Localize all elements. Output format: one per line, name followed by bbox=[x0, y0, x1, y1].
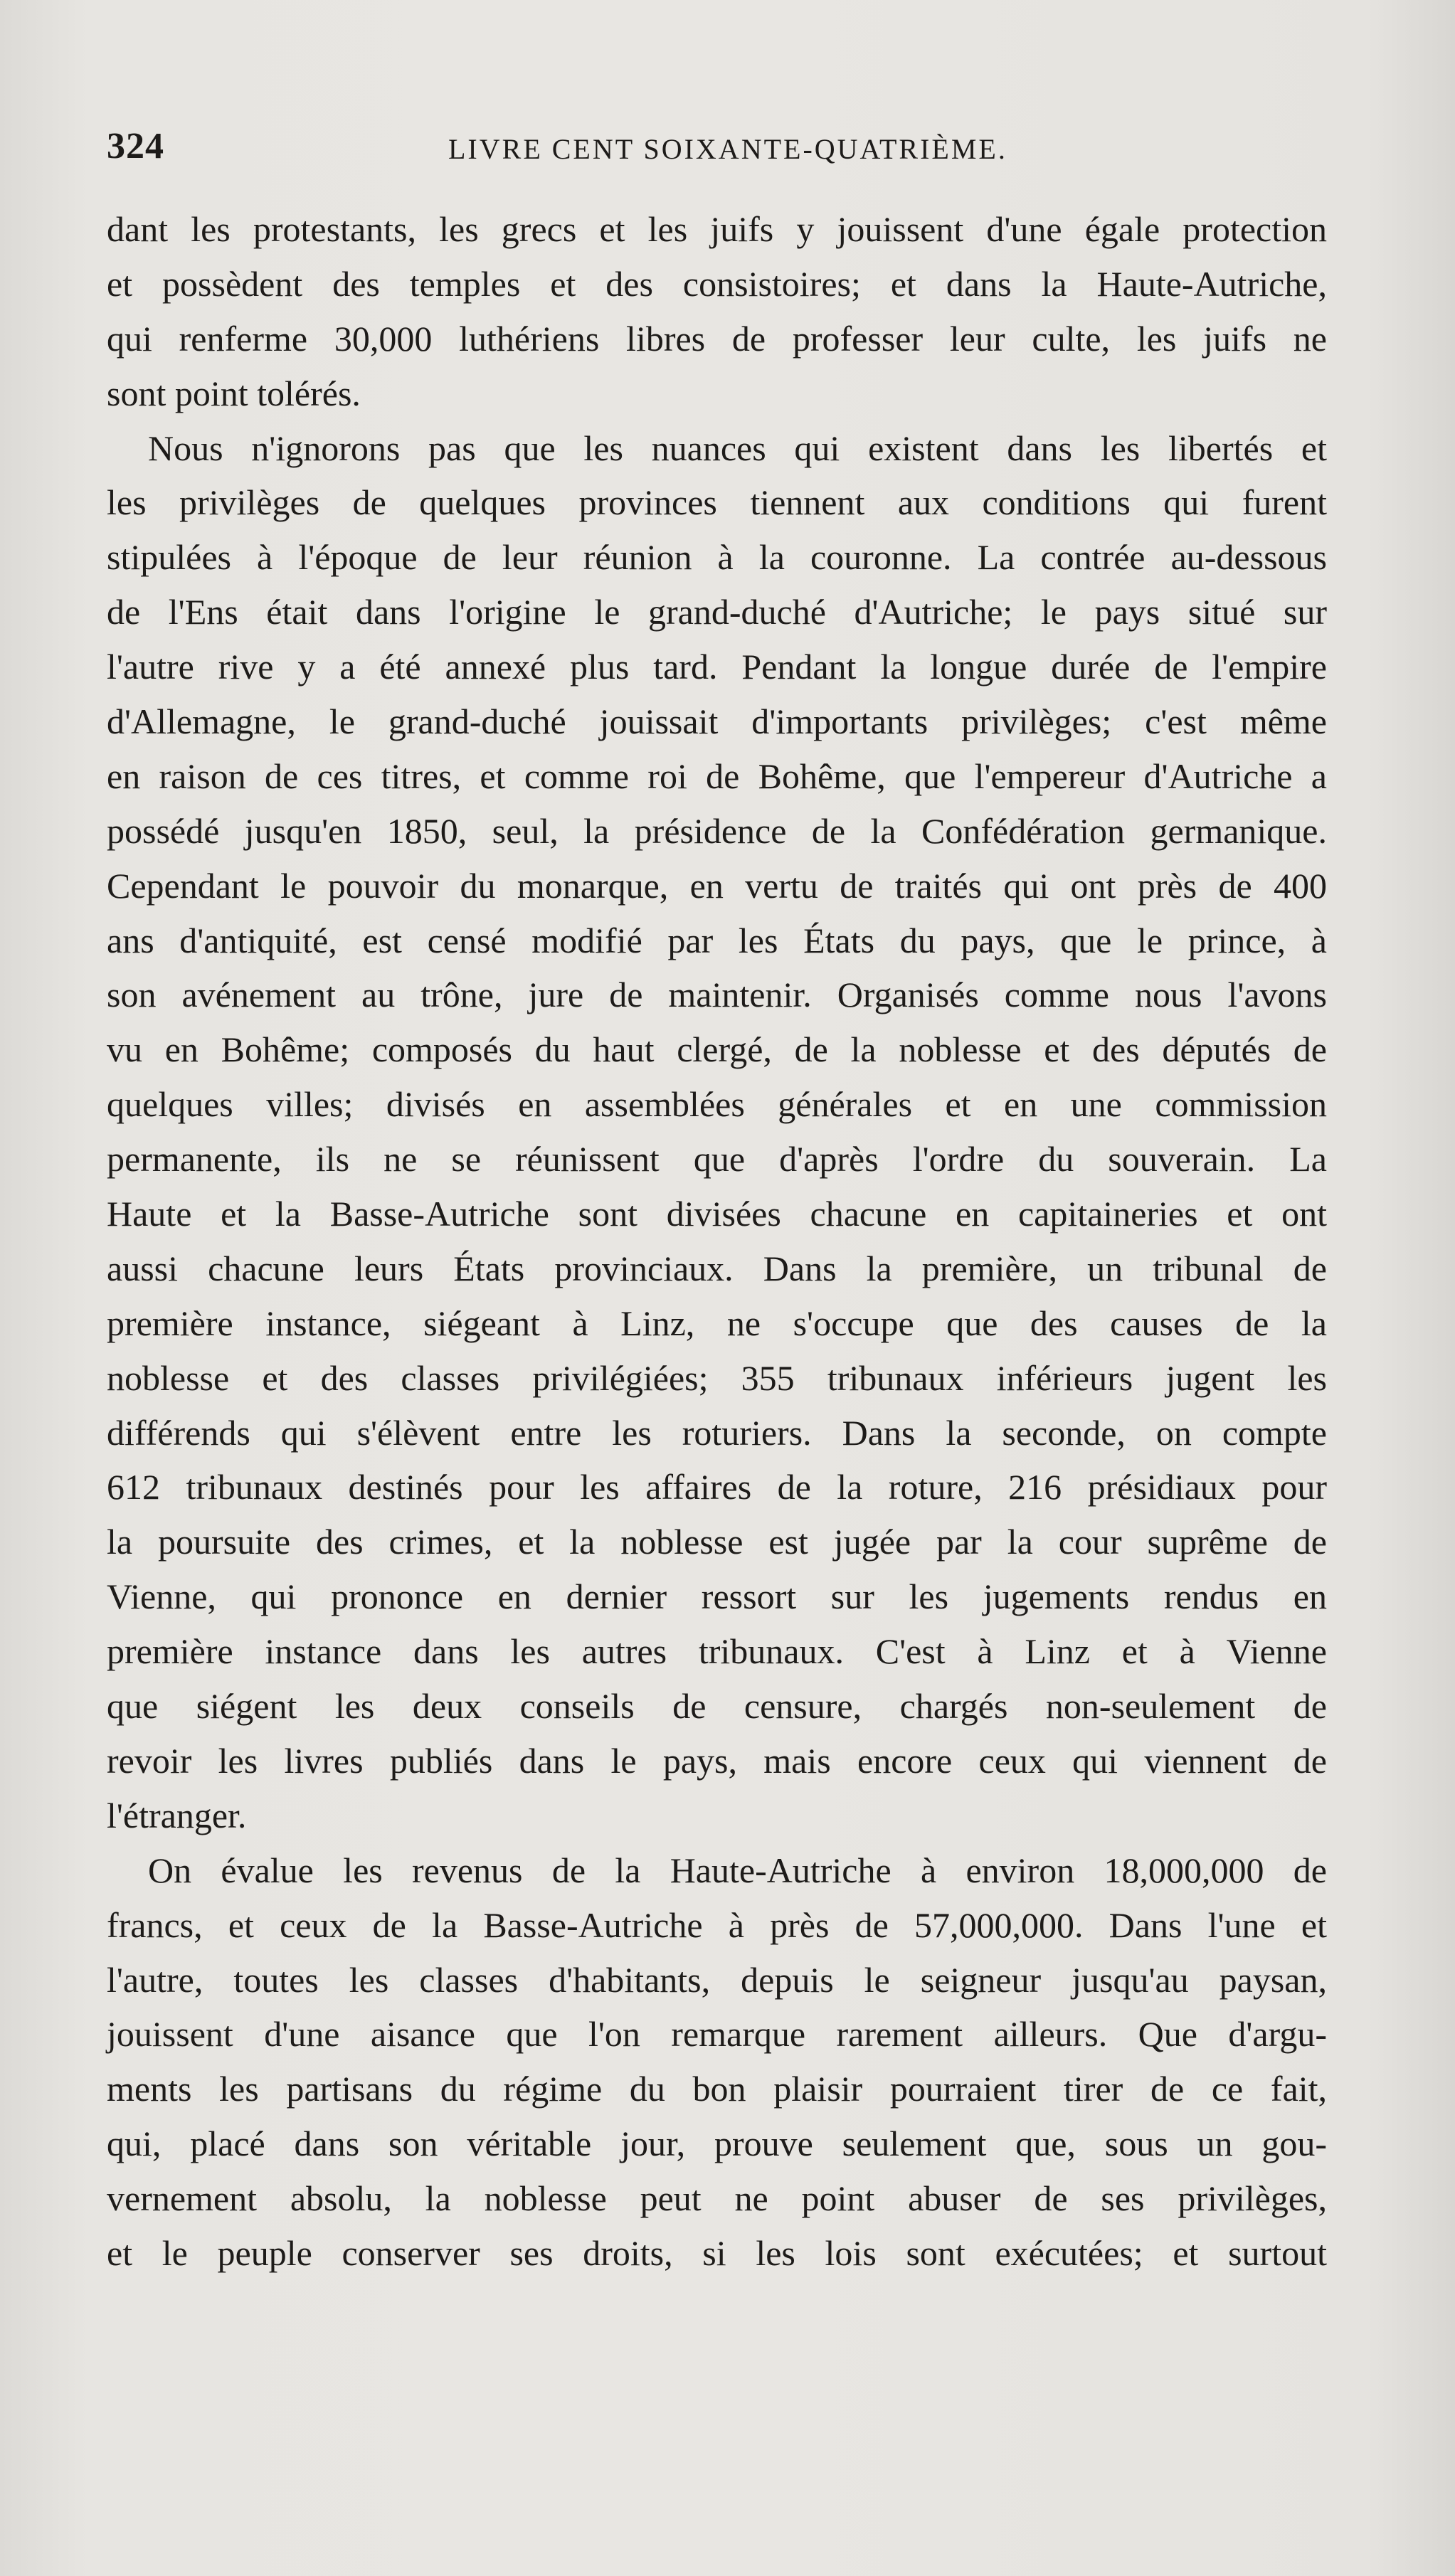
text-line: les privilèges de quelques provinces tiennent aux conditions qui furent bbox=[107, 482, 1327, 523]
text-line: l'étranger. bbox=[107, 1795, 247, 1835]
text-line: revoir les livres publiés dans le pays, mais encore ceux qui viennent de bbox=[107, 1740, 1327, 1781]
text-line: première instance, siégeant à Linz, ne s'occupe que des causes de la bbox=[107, 1303, 1327, 1343]
text-line: 612 tribunaux destinés pour les affaires de la roture, 216 présidiaux pour bbox=[107, 1467, 1327, 1507]
text-line: sont point tolérés. bbox=[107, 373, 361, 413]
text-line: d'Allemagne, le grand-duché jouissait d'importants privilèges; c'est même bbox=[107, 701, 1327, 742]
text-line: permanente, ils ne se réunissent que d'après l'ordre du souverain. La bbox=[107, 1139, 1327, 1180]
text-line: ans d'antiquité, est censé modifié par les États du pays, que le prince, à bbox=[107, 920, 1327, 960]
text-line: de l'Ens était dans l'origine le grand-duché d'Autriche; le pays situé sur bbox=[107, 592, 1327, 632]
page-number: 324 bbox=[107, 126, 164, 166]
text-line: l'autre rive y a été annexé plus tard. Pendant la longue durée de l'empire bbox=[107, 647, 1327, 687]
text-line: en raison de ces titres, et comme roi de Bohême, que l'empereur d'Autriche a bbox=[107, 756, 1327, 796]
text-line: l'autre, toutes les classes d'habitants, depuis le seigneur jusqu'au paysan, bbox=[107, 1959, 1327, 2000]
text-line: Cependant le pouvoir du monarque, en vertu de traités qui ont près de 400 bbox=[107, 865, 1327, 906]
text-line: la poursuite des crimes, et la noblesse est jugée par la cour suprême de bbox=[107, 1522, 1327, 1562]
text-line: que siégent les deux conseils de censure, chargés non-seulement de bbox=[107, 1686, 1327, 1727]
text-line: On évalue les revenus de la Haute-Autriche à environ 18,000,000 de bbox=[148, 1850, 1327, 1890]
text-line: différends qui s'élèvent entre les roturiers. Dans la seconde, on compte bbox=[107, 1412, 1327, 1453]
running-title: LIVRE CENT SOIXANTE-QUATRIÈME. bbox=[448, 133, 1007, 165]
text-line: et possèdent des temples et des consistoires; et dans la Haute-Autriche, bbox=[107, 263, 1327, 304]
text-line: jouissent d'une aisance que l'on remarque rarement ailleurs. Que d'argu- bbox=[107, 2014, 1327, 2055]
text-line: son avénement au trône, jure de maintenir. Organisés comme nous l'avons bbox=[107, 975, 1327, 1015]
text-line: qui renferme 30,000 luthériens libres de professer leur culte, les juifs ne bbox=[107, 318, 1327, 359]
text-line: Haute et la Basse-Autriche sont divisées chacune en capitaineries et ont bbox=[107, 1194, 1327, 1234]
text-line: qui, placé dans son véritable jour, prouve seulement que, sous un gou- bbox=[107, 2124, 1327, 2164]
text-line: vu en Bohême; composés du haut clergé, de la noblesse et des députés de bbox=[107, 1029, 1327, 1070]
text-line: quelques villes; divisés en assemblées générales et en une commission bbox=[107, 1084, 1327, 1125]
body-text bbox=[107, 202, 1327, 2281]
text-line: Vienne, qui prononce en dernier ressort sur les jugements rendus en bbox=[107, 1576, 1327, 1617]
text-line: ments les partisans du régime du bon plaisir pourraient tirer de ce fait, bbox=[107, 2069, 1327, 2109]
text-line: Nous n'ignorons pas que les nuances qui existent dans les libertés et bbox=[148, 428, 1327, 468]
text-line: vernement absolu, la noblesse peut ne point abuser de ses privilèges, bbox=[107, 2178, 1327, 2219]
text-line: aussi chacune leurs États provinciaux. Dans la première, un tribunal de bbox=[107, 1248, 1327, 1288]
text-line: et le peuple conserver ses droits, si les lois sont exécutées; et surtout bbox=[107, 2232, 1327, 2273]
page-header bbox=[107, 125, 1327, 175]
text-line: noblesse et des classes privilégiées; 355 tribunaux inférieurs jugent les bbox=[107, 1357, 1327, 1398]
text-line: dant les protestants, les grecs et les juifs y jouissent d'une égale protection bbox=[107, 209, 1327, 249]
text-line: première instance dans les autres tribunaux. C'est à Linz et à Vienne bbox=[107, 1631, 1327, 1672]
text-line: stipulées à l'époque de leur réunion à la couronne. La contrée au-dessous bbox=[107, 537, 1327, 578]
text-line: francs, et ceux de la Basse-Autriche à près de 57,000,000. Dans l'une et bbox=[107, 1904, 1327, 1945]
text-line: possédé jusqu'en 1850, seul, la présidence de la Confédération germanique. bbox=[107, 810, 1327, 851]
